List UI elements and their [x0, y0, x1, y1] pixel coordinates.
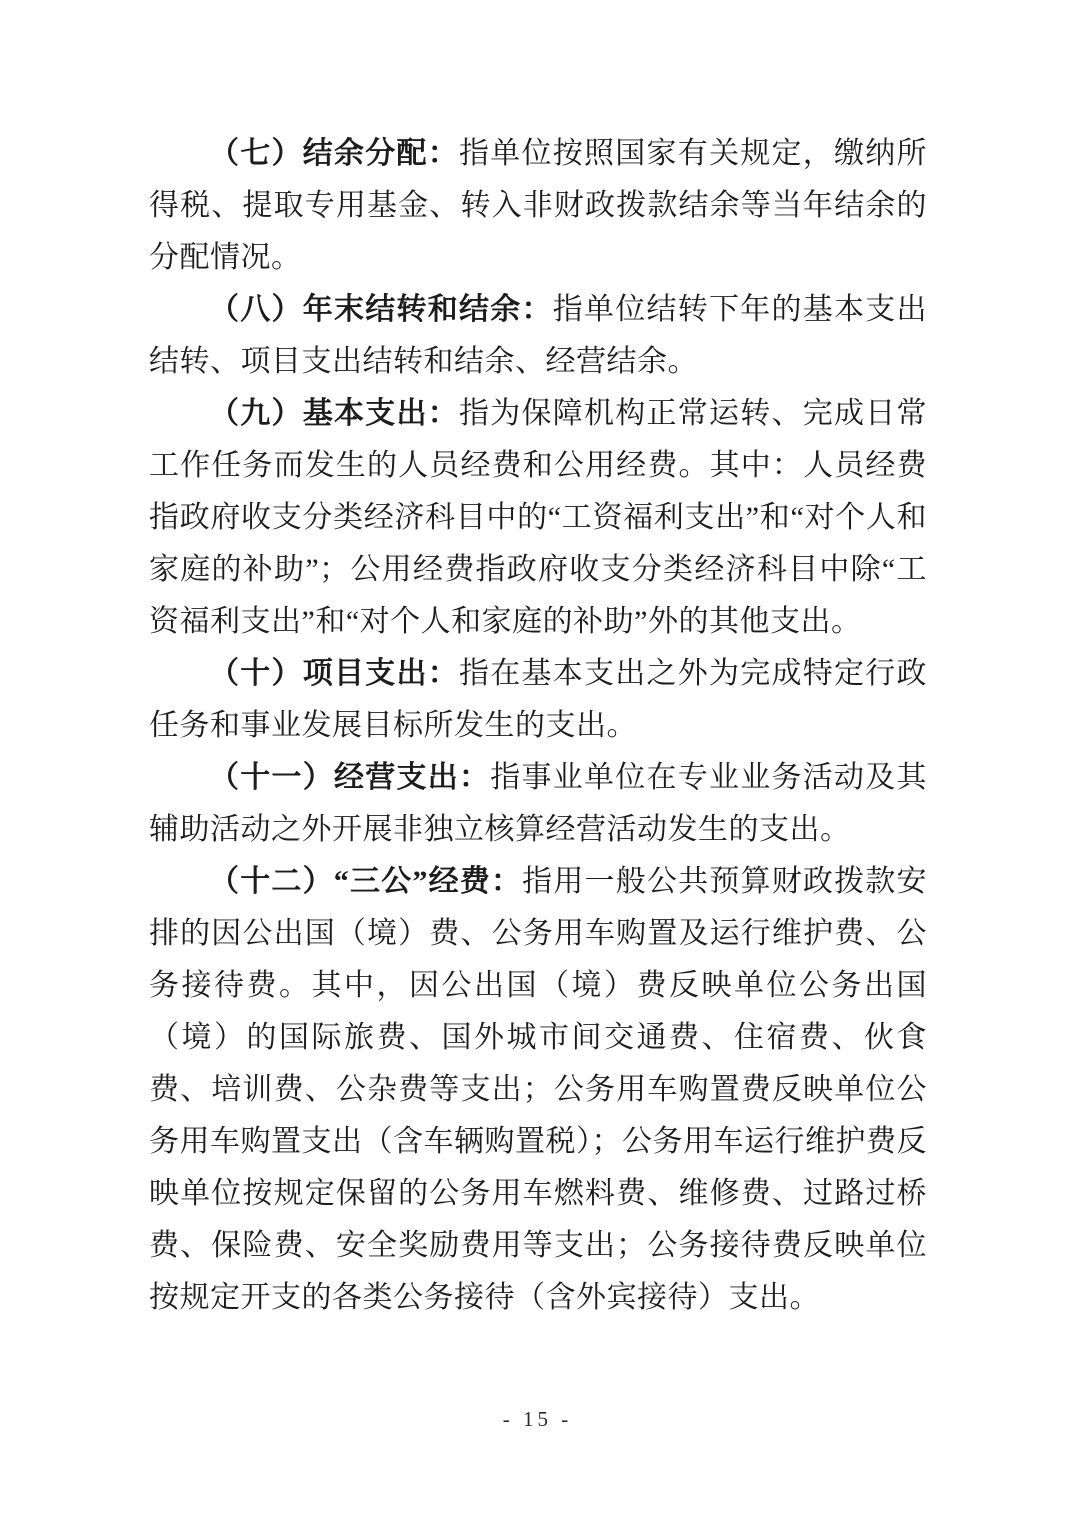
definition-paragraph-9 — [149, 388, 927, 648]
definition-paragraph-12 — [149, 856, 927, 1324]
term-definition-surplus-distribution: 指单位按照国家有关规定，缴纳所得税、提取专用基金、转入非财政拨款结余等当年结余的分配情况。 — [149, 137, 927, 274]
term-label-year-end-carryover: （八）年末结转和结余： — [209, 293, 553, 326]
term-label-three-public-funds: （十二）“三公”经费： — [209, 865, 523, 898]
term-label-project-expenditure: （十）项目支出： — [209, 657, 459, 690]
definition-paragraph-11 — [149, 752, 927, 856]
document-body — [149, 128, 927, 1324]
term-label-operating-expenditure: （十一）经营支出： — [209, 761, 491, 794]
term-label-basic-expenditure: （九）基本支出： — [209, 397, 459, 430]
term-definition-operating-expenditure: 指事业单位在专业业务活动及其辅助活动之外开展非独立核算经营活动发生的支出。 — [149, 761, 927, 846]
definition-paragraph-10 — [149, 648, 927, 752]
page-number: - 15 - — [502, 1407, 573, 1431]
term-definition-project-expenditure: 指在基本支出之外为完成特定行政任务和事业发展目标所发生的支出。 — [149, 657, 927, 742]
term-definition-basic-expenditure: 指为保障机构正常运转、完成日常工作任务而发生的人员经费和公用经费。其中：人员经费指政府收支分类经济科目中的“工资福利支出”和“对个人和家庭的补助”；公用经费指政府收支分类经济科目中除“工资福利支出”和“对个人和家庭的补助”外的其他支出。 — [149, 397, 927, 638]
term-label-surplus-distribution: （七）结余分配： — [209, 137, 459, 170]
definition-paragraph-7 — [149, 128, 927, 284]
definition-paragraph-8 — [149, 284, 927, 388]
term-definition-three-public-funds: 指用一般公共预算财政拨款安排的因公出国（境）费、公务用车购置及运行维护费、公务接待费。其中，因公出国（境）费反映单位公务出国（境）的国际旅费、国外城市间交通费、住宿费、伙食费、培训费、公杂费等支出；公务用车购置费反映单位公务用车购置支出（含车辆购置税）；公务用车运行维护费反映单位按规定保留的公务用车燃料费、维修费、过路过桥费、保险费、安全奖励费用等支出；公务接待费反映单位按规定开支的各类公务接待（含外宾接待）支出。 — [149, 865, 928, 1314]
term-definition-year-end-carryover: 指单位结转下年的基本支出结转、项目支出结转和结余、经营结余。 — [149, 293, 927, 378]
